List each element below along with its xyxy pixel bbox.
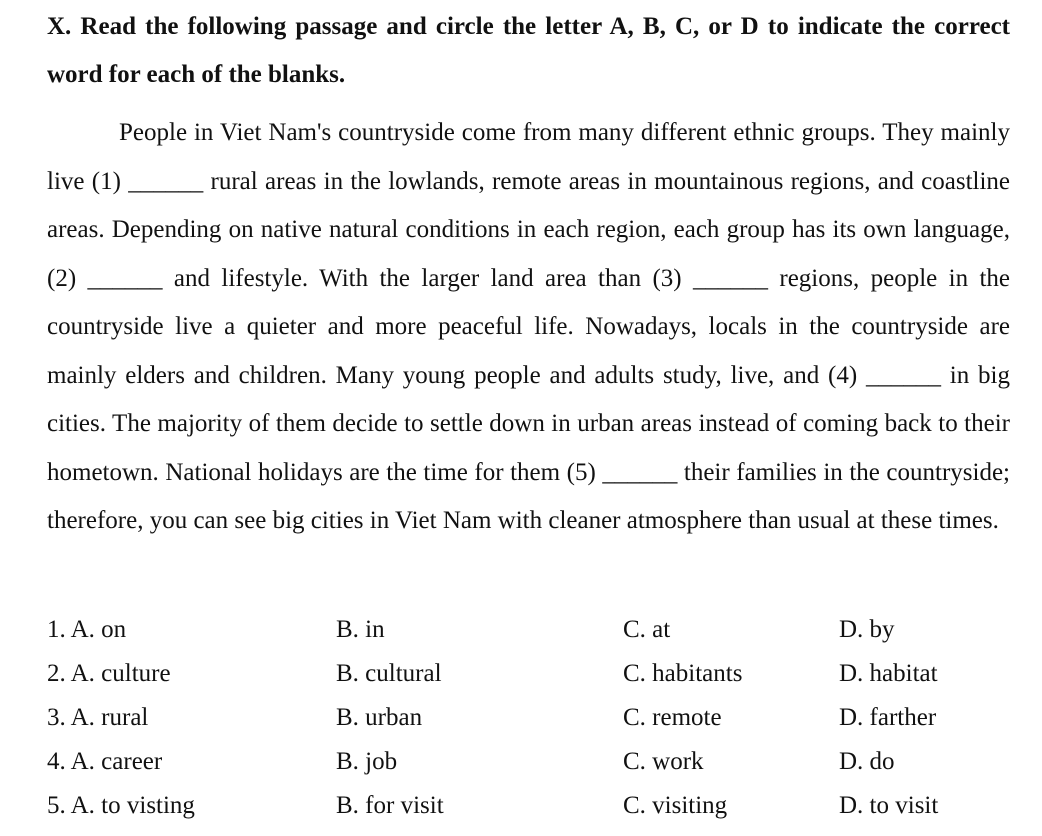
option-3a[interactable]: 3. A. rural xyxy=(47,704,149,731)
question-row-2 xyxy=(47,652,1010,696)
answer-options xyxy=(47,608,1010,828)
option-2a[interactable]: 2. A. culture xyxy=(47,660,171,687)
option-2c[interactable]: C. habitants xyxy=(623,660,743,687)
question-row-4 xyxy=(47,740,1010,784)
option-1d[interactable]: D. by xyxy=(839,616,895,643)
option-4c[interactable]: C. work xyxy=(623,748,704,775)
question-row-3 xyxy=(47,696,1010,740)
option-4b[interactable]: B. job xyxy=(336,748,398,775)
option-1b[interactable]: B. in xyxy=(336,616,385,643)
option-5a[interactable]: 5. A. to visting xyxy=(47,792,195,819)
option-3d[interactable]: D. farther xyxy=(839,704,937,731)
option-4d[interactable]: D. do xyxy=(839,748,895,775)
question-row-5 xyxy=(47,784,1010,828)
option-1c[interactable]: C. at xyxy=(623,616,671,643)
option-3c[interactable]: C. remote xyxy=(623,704,722,731)
option-5c[interactable]: C. visiting xyxy=(623,792,728,819)
option-4a[interactable]: 4. A. career xyxy=(47,748,163,775)
exercise-instruction: X. Read the following passage and circle the letter A, B, C, or D to indicate the correct word for each of the blanks. xyxy=(47,13,1010,88)
reading-passage: People in Viet Nam's countryside come from many different ethnic groups. They mainly live (1) ______ rural areas in the lowlands, remote areas in mountainous regions, and coastline areas. Depending on native natural conditions in each region, each group has its own language, (2) ______ and lifestyle. With the larger land area than (3) ______ regions, people in the countryside live a quieter and more peaceful life. Nowadays, locals in the countryside are mainly elders and children. Many young people and adults study, live, and (4) ______ in big cities. The majority of them decide to settle down in urban areas instead of coming back to their hometown. National holidays are the time for them (5) ______ their families in the countryside; therefore, you can see big cities in Viet Nam with cleaner atmosphere than usual at these times. xyxy=(47,119,1010,534)
option-2d[interactable]: D. habitat xyxy=(839,660,938,687)
option-3b[interactable]: B. urban xyxy=(336,704,423,731)
option-5d[interactable]: D. to visit xyxy=(839,792,939,819)
option-1a[interactable]: 1. A. on xyxy=(47,616,127,643)
option-2b[interactable]: B. cultural xyxy=(336,660,442,687)
option-5b[interactable]: B. for visit xyxy=(336,792,444,819)
question-row-1 xyxy=(47,608,1010,652)
